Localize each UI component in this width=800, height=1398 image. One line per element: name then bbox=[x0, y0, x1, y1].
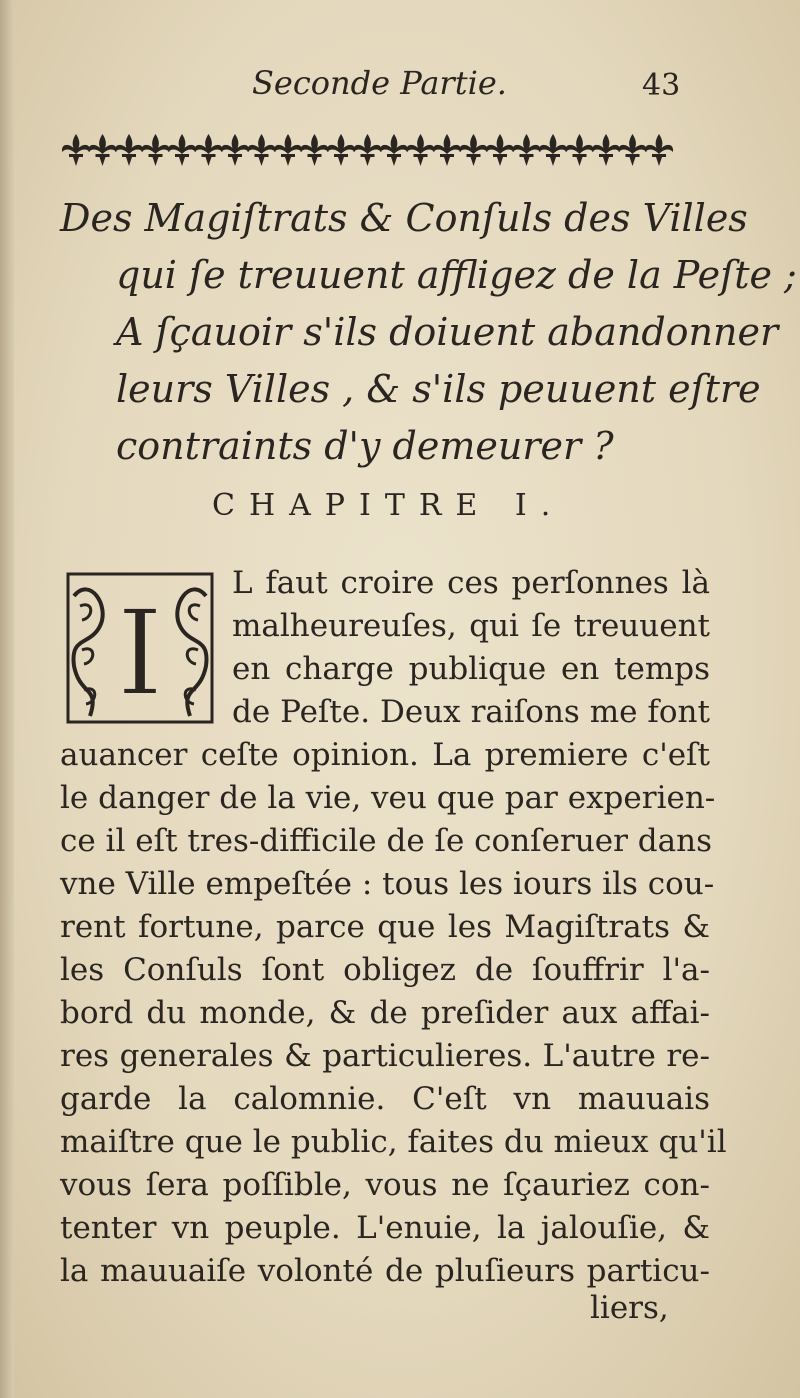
text-line: res generales & particulieres. L'autre re- bbox=[60, 1038, 710, 1074]
fleur-de-lis-icon bbox=[539, 134, 567, 166]
catchword: liers, bbox=[590, 1290, 669, 1326]
fleur-de-lis-icon bbox=[115, 134, 143, 166]
fleur-de-lis-icon bbox=[88, 134, 116, 166]
chapter-title bbox=[60, 190, 797, 475]
fleur-de-lis-icon bbox=[194, 134, 222, 166]
fleur-de-lis-icon bbox=[221, 134, 249, 166]
title-line: Des Magiſtrats & Conſuls des Villes bbox=[60, 196, 748, 240]
title-line: qui ſe treuuent affligez de la Peſte ; bbox=[116, 253, 797, 297]
fleur-de-lis-icon bbox=[645, 134, 673, 166]
fleur-de-lis-icon bbox=[353, 134, 381, 166]
text-line: maiſtre que le public, faites du mieux qu'il bbox=[60, 1124, 727, 1160]
fleur-de-lis-icon bbox=[380, 134, 408, 166]
text-line: en charge publique en temps bbox=[232, 651, 710, 687]
fleur-de-lis-icon bbox=[247, 134, 275, 166]
fleur-de-lis-icon bbox=[459, 134, 487, 166]
page-header bbox=[0, 62, 800, 112]
fleur-de-lis-icon bbox=[406, 134, 434, 166]
text-line: bord du monde, & de preſider aux affai- bbox=[60, 995, 710, 1031]
text-line: de Peſte. Deux raiſons me font bbox=[232, 694, 710, 730]
title-line: leurs Villes , & s'ils peuuent eſtre bbox=[116, 367, 761, 411]
fleur-de-lis-icon bbox=[592, 134, 620, 166]
fleur-de-lis-icon bbox=[327, 134, 355, 166]
fleur-de-lis-icon bbox=[618, 134, 646, 166]
fleur-de-lis-icon bbox=[300, 134, 328, 166]
text-line: le danger de la vie, veu que par experien- bbox=[60, 780, 716, 816]
text-line: ce il eſt tres-difficile de ſe conſeruer dans bbox=[60, 823, 712, 859]
page-gutter bbox=[0, 0, 14, 1398]
fleur-de-lis-icon bbox=[274, 134, 302, 166]
fleur-de-lis-band-icon bbox=[62, 128, 682, 172]
text-line: vne Ville empeſtée : tous les iours ils cou- bbox=[60, 866, 715, 902]
fleur-de-lis-icon bbox=[62, 134, 90, 166]
text-line: auancer ceſte opinion. La premiere c'eſt bbox=[60, 737, 710, 773]
running-head: Seconde Partie. bbox=[252, 64, 507, 102]
text-line: garde la calomnie. C'eſt vn mauuais bbox=[60, 1081, 710, 1117]
page-number: 43 bbox=[642, 68, 681, 103]
text-line: vous ſera poſſible, vous ne ſçauriez con- bbox=[60, 1167, 710, 1203]
fleur-de-lis-icon bbox=[565, 134, 593, 166]
fleur-de-lis-icon bbox=[512, 134, 540, 166]
fleur-de-lis-icon bbox=[141, 134, 169, 166]
body-text bbox=[60, 562, 727, 1293]
text-line: les Conſuls ſont obligez de ſouffrir l'a- bbox=[60, 952, 710, 988]
title-line: contraints d'y demeurer ? bbox=[116, 424, 614, 468]
text-line: L faut croire ces perſonnes là bbox=[232, 565, 710, 601]
fleur-de-lis-icon bbox=[486, 134, 514, 166]
fleur-de-lis-icon bbox=[168, 134, 196, 166]
text-line: malheureuſes, qui ſe treuuent bbox=[232, 608, 710, 644]
text-line: tenter vn peuple. L'enuie, la jalouſie, & bbox=[60, 1210, 710, 1246]
text-line: rent fortune, parce que les Magiſtrats & bbox=[60, 909, 710, 945]
fleur-de-lis-icon bbox=[433, 134, 461, 166]
text-line: la mauuaiſe volonté de pluſieurs particu- bbox=[60, 1253, 710, 1289]
drop-cap-letter: I bbox=[116, 584, 164, 722]
title-line: A ſçauoir s'ils doiuent abandonner bbox=[116, 310, 779, 354]
chapter-heading: CHAPITRE I. bbox=[212, 488, 565, 523]
